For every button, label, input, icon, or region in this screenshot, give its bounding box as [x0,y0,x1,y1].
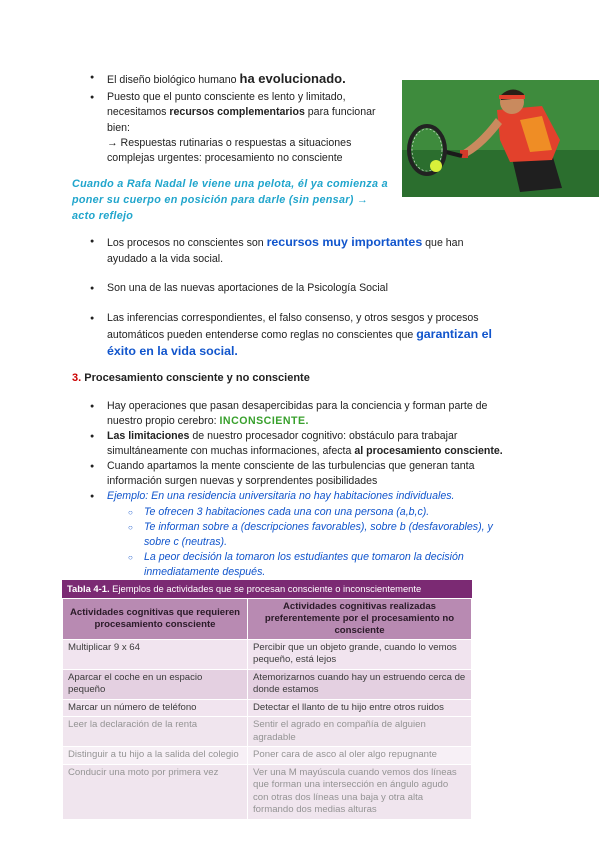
table-cell: Poner cara de asco al oler algo repugnante [248,747,472,764]
table-row [63,699,472,716]
table-cell: Leer la declaración de la renta [63,717,248,747]
table-row [63,747,472,764]
list-item: ● Los procesos no conscientes son recursos muy importantes que han ayudado a la vida social. [107,234,507,267]
table-cell: Sentir el agrado en compañía de alguien agradable [248,717,472,747]
list-item: ● Cuando apartamos la mente consciente de las turbulencias que generan tanta información surgen nuevas y sorprendentes posibilidades [107,459,517,489]
list-item: ● El diseño biológico humano ha evolucionado. [107,70,392,88]
list-item: ● Las limitaciones de nuestro procesador cognitivo: obstáculo para trabajar simultáneamente con muchas informaciones, afecta al procesamiento consciente. [107,429,517,459]
list-item: ● Son una de las nuevas aportaciones de la Psicología Social [107,281,507,296]
section-bullet-list [107,399,517,580]
arrow-line: → Respuestas rutinarias o respuestas a situaciones complejas urgentes: procesamiento no consciente [107,136,352,164]
table-cell: Percibir que un objeto grande, cuando lo vemos pequeño, está lejos [248,639,472,669]
table-header-row [63,599,472,640]
list-item: ○ Te informan sobre a (descripciones favorables), sobre b (desfavorables), y sobre c (neutras). [144,520,517,550]
table-cell: Multiplicar 9 x 64 [63,639,248,669]
table-cell: Atemorizarnos cuando hay un estruendo cerca de donde estamos [248,669,472,699]
table-row [63,764,472,819]
table-cell: Conducir una moto por primera vez [63,764,248,819]
example-sub-list [144,505,517,580]
activities-table [62,580,472,820]
nadal-example: Cuando a Rafa Nadal le viene una pelota, él ya comienza a poner su cuerpo en posición para darle (sin pensar) → acto reflejo [72,178,388,223]
table-row [63,639,472,669]
list-item: ● Las inferencias correspondientes, el falso consenso, y otros sesgos y procesos automáticos pueden entenderse como reglas no conscientes que garantizan el éxito en la vida social. [107,311,507,361]
list-item: ○ Te ofrecen 3 habitaciones cada una con una persona (a,b,c). [144,505,517,520]
section-heading: 3. Procesamiento consciente y no consciente [72,372,310,384]
list-item: ● Ejemplo: En una residencia universitaria no hay habitaciones individuales. ○ Te ofrecen 3 habitaciones cada una con una persona (a,b,c). ○ Te informan sobre a (descripciones favorables), sobre b (desfavorables), y sobre c (neutras). ○ La peor decisión la tomaron los estudiantes que tomaron la decisión inmediatamente después. [107,489,517,580]
table-row [63,717,472,747]
table-cell: Distinguir a tu hijo a la salida del colegio [63,747,248,764]
tennis-player-illustration [402,80,599,197]
table-row [63,669,472,699]
column-header: Actividades cognitivas realizadas preferentemente por el procesamiento no consciente [248,599,472,640]
table-cell: Marcar un número de teléfono [63,699,248,716]
table [62,598,472,820]
top-bullet-list [107,70,392,166]
table-cell: Detectar el llanto de tu hijo entre otros ruidos [248,699,472,716]
table-cell: Ver una M mayúscula cuando vemos dos líneas que forman una intersección en ángulo agudo con otras dos líneas una baja y otra alta formando dos medias alturas [248,764,472,819]
table-cell: Aparcar el coche en un espacio pequeño [63,669,248,699]
list-item: ● Hay operaciones que pasan desapercibidas para la conciencia y forman parte de nuestro propio cerebro: INCONSCIENTE. [107,399,517,429]
table-title: Tabla 4-1. Ejemplos de actividades que se procesan consciente o inconscientemente [62,580,472,598]
column-header: Actividades cognitivas que requieren procesamiento consciente [63,599,248,640]
list-item: ○ La peor decisión la tomaron los estudiantes que tomaron la decisión inmediatamente después. [144,550,517,580]
list-item: ● Puesto que el punto consciente es lento y limitado, necesitamos recursos complementarios para funcionar bien: → Respuestas rutinarias o respuestas a situaciones complejas urgentes: procesamiento no consciente [107,90,392,165]
mid-bullet-list [107,234,507,361]
tennis-player-photo [402,80,599,197]
